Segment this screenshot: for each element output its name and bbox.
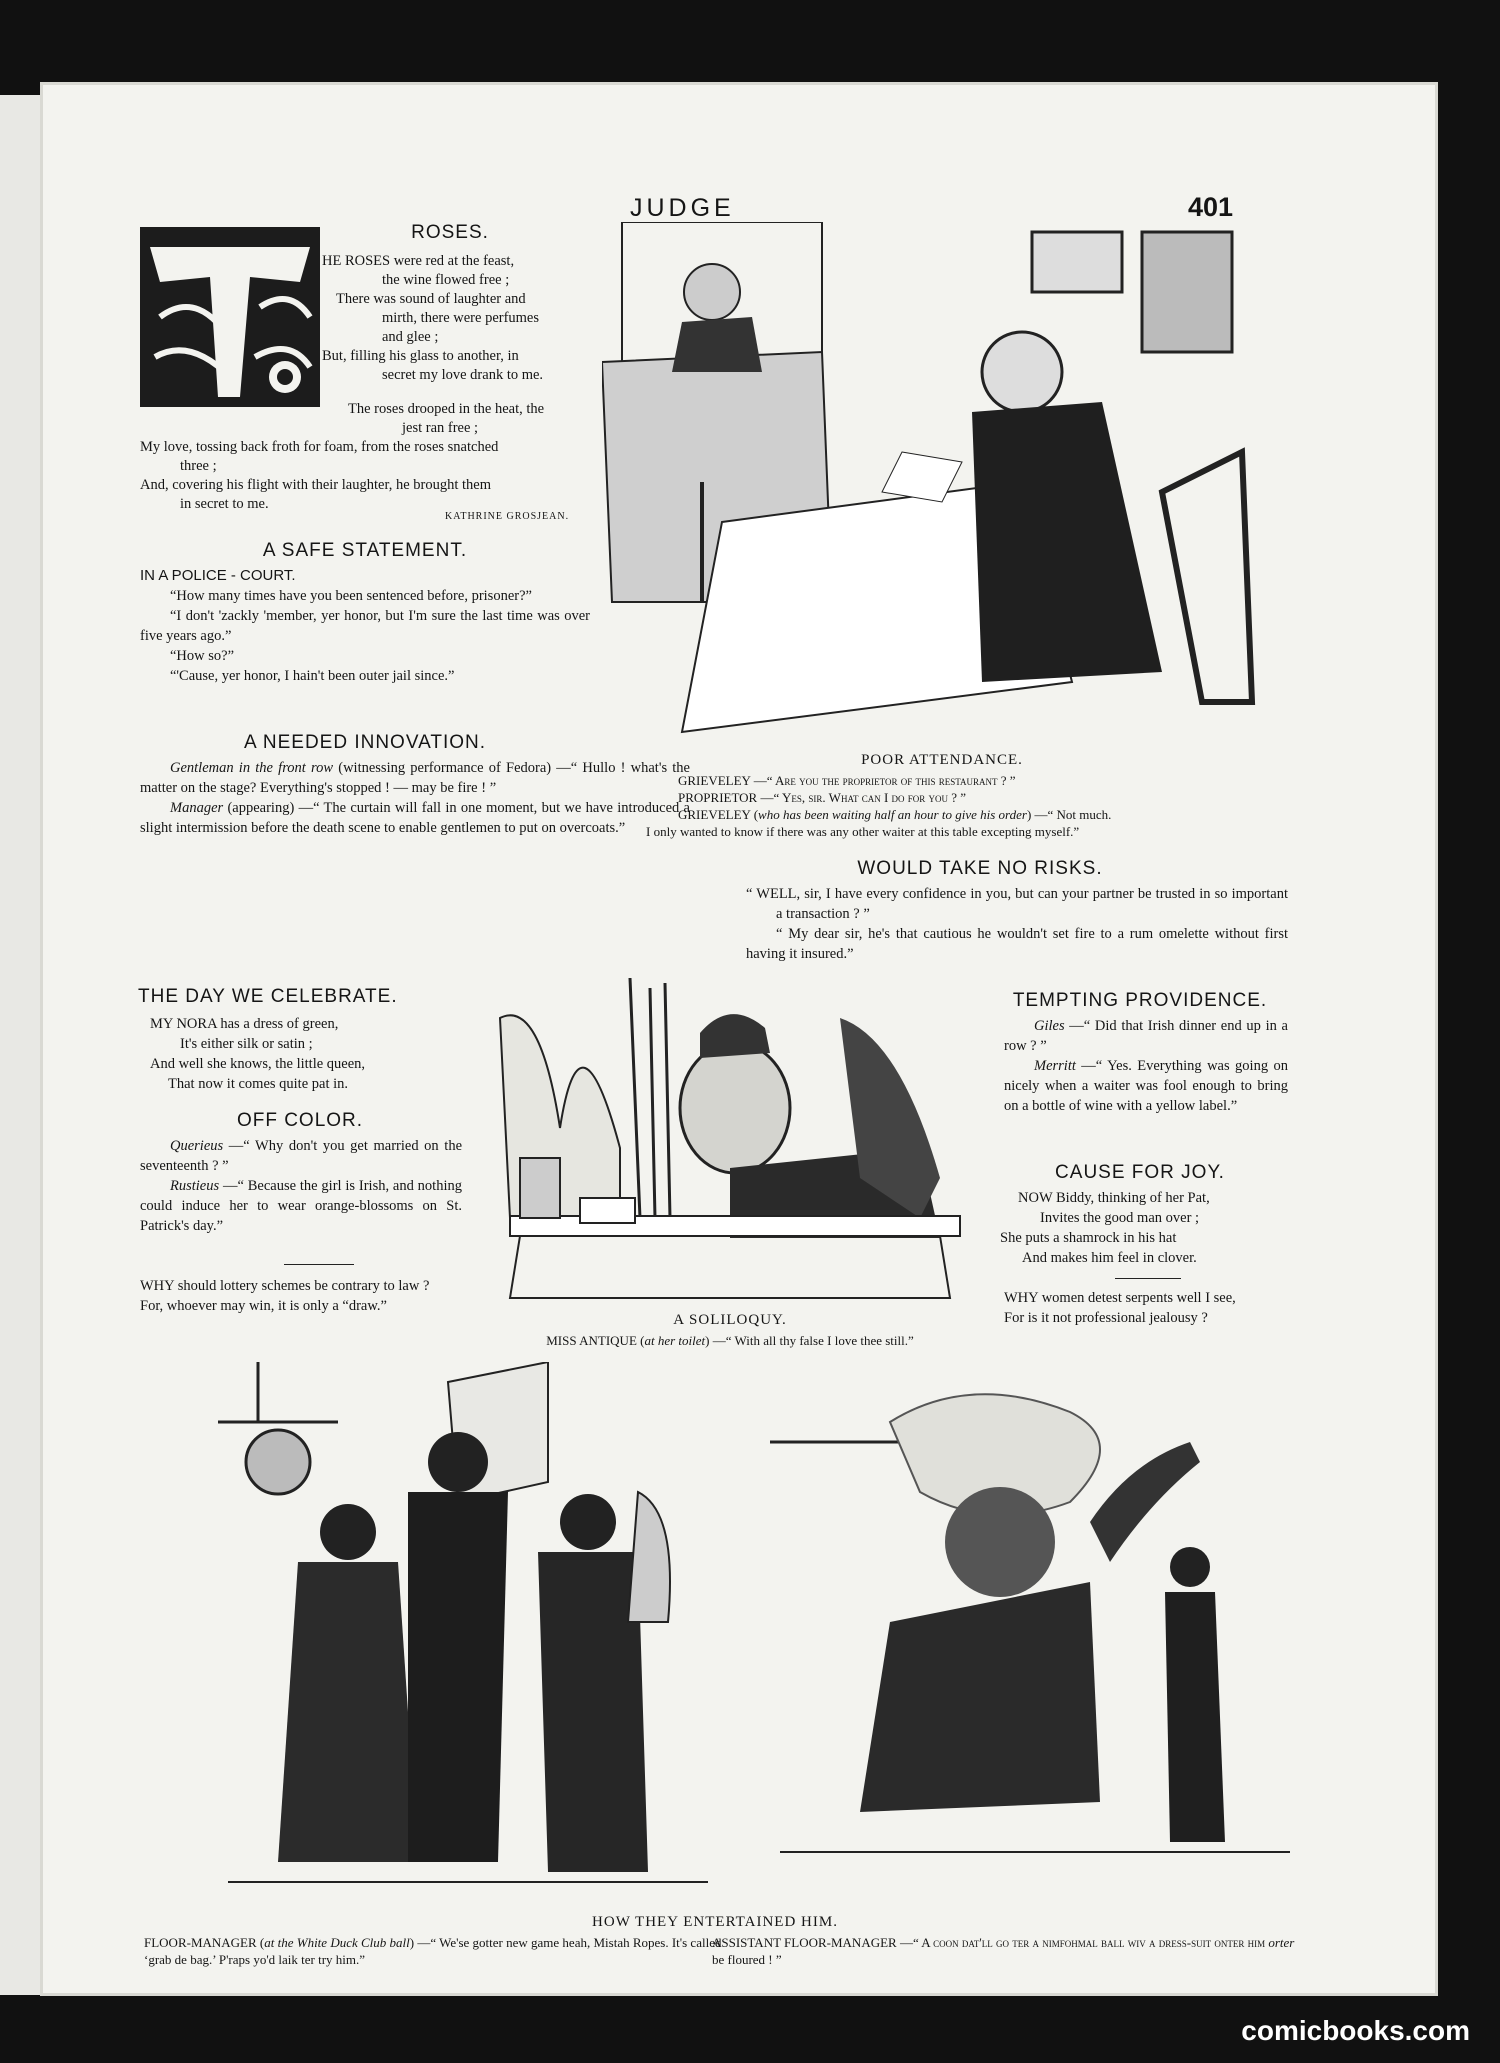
needed-innovation-para — [140, 798, 690, 838]
safe-statement-line: “'Cause, yer honor, I hain't been outer jail since.” — [170, 668, 455, 684]
safe-statement-line: IN A POLICE - COURT. — [140, 567, 296, 584]
magazine-page — [40, 82, 1438, 1996]
safe-statement-body — [140, 566, 590, 686]
speech: —“ Because the girl is Irish, and nothing could induce her to wear orange-blossoms on St. Patrick's day.” — [140, 1178, 462, 1234]
speech: —“ Did that Irish dinner end up in a row ? ” — [1004, 1018, 1288, 1054]
tempting-title: TEMPTING PROVIDENCE. — [1012, 990, 1268, 1011]
poor-attendance-illustration — [602, 222, 1282, 742]
no-risks-title: WOULD TAKE NO RISKS. — [857, 858, 1103, 879]
verse-line: For is it not professional jealousy ? — [1004, 1310, 1208, 1326]
verse-line: For, whoever may win, it is only a “draw.” — [140, 1298, 387, 1314]
off-color-title: OFF COLOR. — [236, 1110, 364, 1131]
caption-line — [678, 806, 1298, 823]
roses-line: But, filling his glass to another, in — [322, 348, 519, 364]
roses-title: ROSES. — [411, 222, 489, 243]
entertained-right-caption — [712, 1934, 1296, 1968]
cause-for-joy-title: CAUSE FOR JOY. — [1055, 1162, 1225, 1183]
entertained-right-illustration — [770, 1382, 1300, 1902]
section-rule — [284, 1264, 354, 1265]
safe-statement-line: “How so?” — [170, 648, 235, 664]
needed-innovation-title: A NEEDED INNOVATION. — [243, 732, 487, 753]
poem-line: It's either silk or satin ; — [180, 1036, 313, 1052]
day-we-celebrate-poem — [140, 1014, 460, 1094]
roses-stanza-1 — [322, 252, 590, 385]
tempting-body — [1004, 1016, 1288, 1116]
needed-innovation-body — [140, 758, 690, 838]
off-color-body — [140, 1136, 462, 1236]
speech: (witnessing performance of Fedora) —“ Hullo ! what's the matter on the stage? Everything's stopped ! — may be fire ! ” — [140, 760, 690, 796]
poor-attendance-title: POOR ATTENDANCE. — [861, 752, 1023, 768]
poem-line: She puts a shamrock in his hat — [1000, 1230, 1177, 1246]
speaker: Giles — [1034, 1018, 1065, 1034]
speaker: Manager — [170, 800, 224, 816]
soliloquy-illustration — [480, 978, 980, 1318]
entertained-left-illustration — [218, 1362, 718, 1902]
poor-attendance-caption-last: I only wanted to know if there was any other waiter at this table excepting myself.” — [646, 824, 1080, 839]
roses-line: the wine flowed free ; — [382, 272, 510, 288]
speech: —“ Why don't you get married on the seventeenth ? ” — [140, 1138, 462, 1174]
speaker: Rustieus — [170, 1178, 220, 1194]
roses-line: There was sound of laughter and — [336, 291, 526, 307]
off-color-para — [140, 1176, 462, 1236]
caption-part: GRIEVELEY ( — [678, 807, 759, 822]
tempting-para — [1004, 1056, 1288, 1116]
page-number: 401 — [1188, 192, 1234, 222]
poem-line: NOW Biddy, thinking of her Pat, — [1018, 1190, 1210, 1206]
verse-line: WHY should lottery schemes be contrary to law ? — [140, 1278, 430, 1294]
roses-line: secret my love drank to me. — [382, 367, 544, 383]
caption-part: ASSISTANT FLOOR-MANAGER —“ A coon dat'll go ter a nimfohmal ball wiv a dress-suit onter him — [712, 1935, 1269, 1950]
caption-part: who has been waiting half an hour to give his order — [758, 807, 1027, 822]
caption-part: be floured ! ” — [712, 1952, 782, 1967]
soliloquy-title: A SOLILOQUY. — [673, 1312, 787, 1328]
safe-statement-line: “I don't 'zackly 'member, yer honor, but I'm sure the last time was over five years ago.” — [140, 608, 590, 644]
entertained-left-caption — [144, 1934, 744, 1968]
caption-part: MISS ANTIQUE ( — [546, 1333, 645, 1348]
serpents-verse — [1004, 1288, 1288, 1328]
poor-attendance-caption — [678, 772, 1298, 823]
roses-line: And, covering his flight with their laughter, he brought them — [140, 477, 491, 493]
roses-line: and glee ; — [382, 329, 439, 345]
roses-line: My love, tossing back froth for foam, from the roses snatched — [140, 439, 499, 455]
poem-line: MY NORA has a dress of green, — [150, 1016, 339, 1032]
cause-for-joy-poem — [1000, 1188, 1290, 1268]
safe-statement-line: “How many times have you been sentenced before, prisoner?” — [170, 588, 532, 604]
roses-author: KATHRINE GROSJEAN. — [445, 511, 570, 522]
caption-part: orter — [1268, 1935, 1295, 1950]
caption-part: at the White Duck Club ball — [264, 1935, 410, 1950]
poem-line: And well she knows, the little queen, — [150, 1056, 366, 1072]
roses-line: jest ran free ; — [402, 420, 479, 436]
caption-part: FLOOR-MANAGER ( — [144, 1935, 265, 1950]
facing-page-edge — [0, 95, 45, 1995]
site-watermark: comicbooks.com — [1241, 2015, 1470, 2046]
no-risks-para: “ My dear sir, he's that cautious he wouldn't set fire to a rum omelette without first having it insured.” — [746, 926, 1288, 962]
roses-line: HE ROSES were red at the feast, — [322, 253, 515, 269]
caption-part: at her toilet — [644, 1333, 706, 1348]
verse-line: WHY women detest serpents well I see, — [1004, 1290, 1236, 1306]
poem-line: And makes him feel in clover. — [1022, 1250, 1197, 1266]
speaker: Querieus — [170, 1138, 224, 1154]
speech: (appearing) —“ The curtain will fall in one moment, but we have introduced a slight intermission before the death scene to enable gentlemen to put on overcoats.” — [140, 800, 690, 836]
lottery-verse — [140, 1276, 462, 1316]
no-risks-para: “ WELL, sir, I have every confidence in you, but can your partner be trusted in so important a transaction ? ” — [746, 886, 1288, 922]
caption-part: ) —“ With all thy false I love thee still.” — [705, 1333, 914, 1348]
masthead-title: JUDGE — [630, 194, 735, 222]
speaker: Gentleman in the front row — [170, 760, 334, 776]
roses-stanza-2 — [140, 400, 590, 514]
entertained-title: HOW THEY ENTERTAINED HIM. — [592, 1914, 838, 1930]
caption-part: ) —“ We'se gotter new game heah, Mistah Ropes. It's called ‘grab de bag.’ P'raps yo'd laik ter try him.” — [144, 1935, 722, 1967]
caption-line: GRIEVELEY —“ Are you the proprietor of this restaurant ? ” — [678, 773, 1016, 788]
poem-line: Invites the good man over ; — [1040, 1210, 1200, 1226]
section-rule — [1115, 1278, 1181, 1279]
poem-line: That now it comes quite pat in. — [168, 1076, 349, 1092]
caption-part: ) —“ Not much. — [1026, 807, 1112, 822]
initial-t-ornament — [140, 227, 320, 407]
no-risks-body — [746, 884, 1288, 964]
roses-line: in secret to me. — [180, 496, 269, 512]
roses-line: mirth, there were perfumes — [382, 310, 540, 326]
off-color-para — [140, 1136, 462, 1176]
caption-line: PROPRIETOR —“ Yes, sir. What can I do for you ? ” — [678, 790, 967, 805]
soliloquy-caption — [490, 1332, 970, 1349]
speaker: Merritt — [1034, 1058, 1076, 1074]
roses-line: The roses drooped in the heat, the — [348, 401, 545, 417]
speech: —“ Yes. Everything was going on nicely when a waiter was fool enough to bring on a bottle of wine with a yellow label.” — [1004, 1058, 1288, 1114]
roses-line: three ; — [180, 458, 217, 474]
tempting-para — [1004, 1016, 1288, 1056]
day-we-celebrate-title: THE DAY WE CELEBRATE. — [138, 986, 398, 1007]
safe-statement-title: A SAFE STATEMENT. — [262, 540, 468, 561]
